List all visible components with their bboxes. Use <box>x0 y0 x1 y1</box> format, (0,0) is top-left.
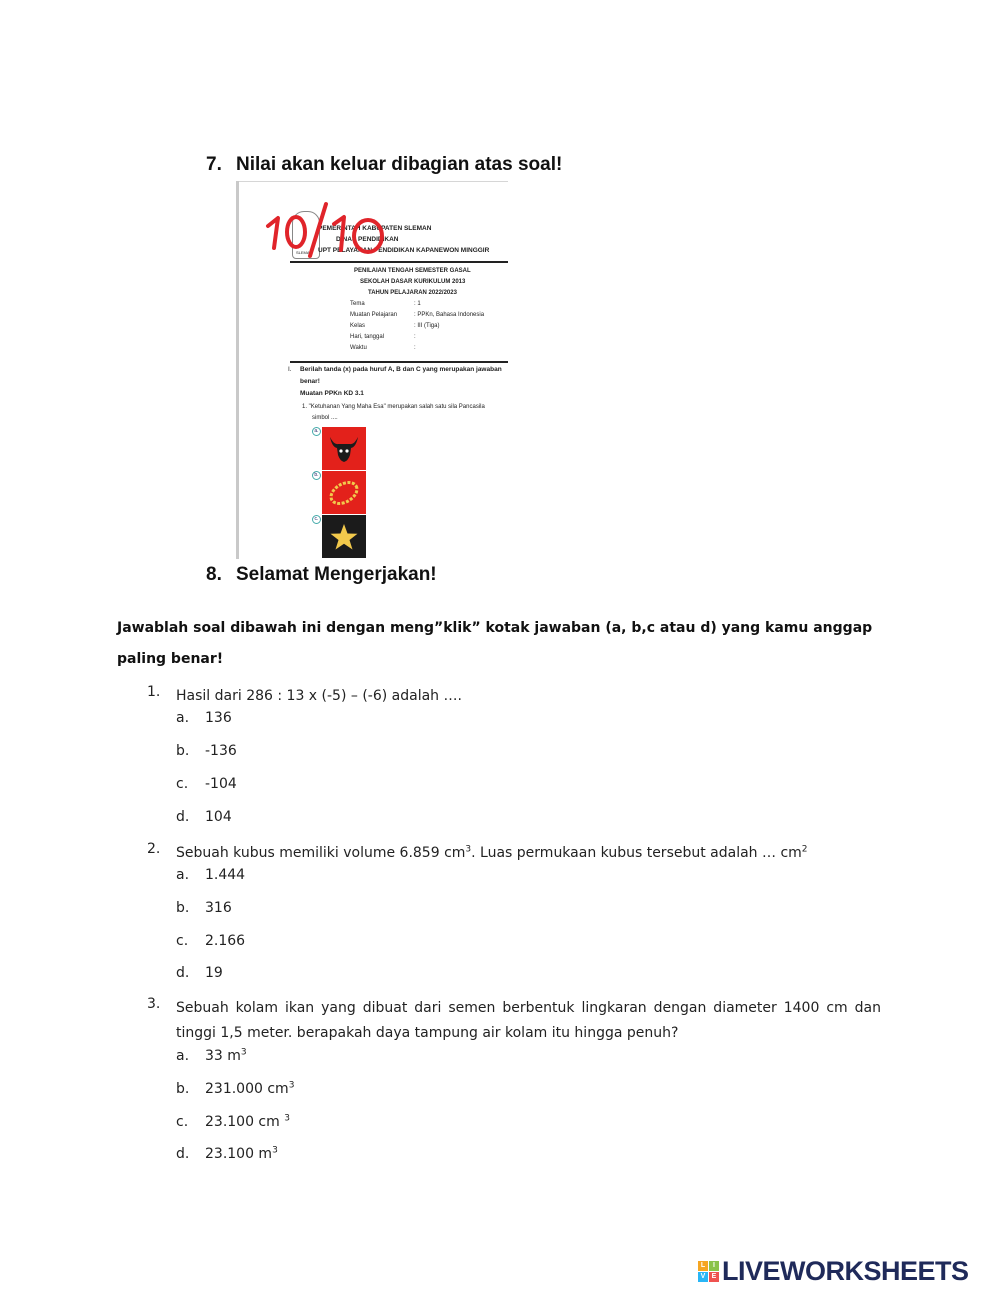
instruction-text: Selamat Mengerjakan! <box>236 564 437 585</box>
answer-option[interactable]: c. -104 <box>176 776 237 792</box>
answer-option[interactable]: b. -136 <box>176 743 237 759</box>
question-number: 2. <box>147 841 161 857</box>
star-icon <box>322 515 366 558</box>
answer-option[interactable]: d. 23.100 $m^3$ <box>176 1145 278 1162</box>
example-exam-image: SLEMAN PEMERINTAH KABUPATEN SLEMAN DINAS PENDIDIKAN UPT PELAYANAN PENDIDIKAN KAPANEWON MINGGIR PENILAIAN TENGAH SEMESTER GASAL SEKOLAH DASAR KURIKULUM 2013 TAHUN PELAJARAN 2022/2023 Tema : 1 Muatan Pelajaran : PPKn, Bahasa Indonesia Kelas : III (Tiga) Hari, tanggal : Waktu : I. Berilah tanda (x) pada huruf A, B dan C yang merupakan jawaban benar! Muatan PPKn KD 3.1 1. "Ketuhanan Yang Maha Esa" merupakan salah satu sila Pancasila simbol .... a. b. c. <box>236 181 508 559</box>
answer-option[interactable]: d. 19 <box>176 965 223 981</box>
instruction-number: 8. <box>206 564 222 585</box>
instruction-text: Nilai akan keluar dibagian atas soal! <box>236 154 563 175</box>
question-number: 1. <box>147 684 161 700</box>
exam-title-line: TAHUN PELAJARAN 2022/2023 <box>368 290 457 296</box>
option-label-c: c. <box>312 515 321 524</box>
option-label-a: a. <box>312 427 321 436</box>
instruction-number: 7. <box>206 154 222 175</box>
answer-option[interactable]: b. 231.000 $cm^3$ <box>176 1080 295 1097</box>
bull-head-icon <box>322 427 366 470</box>
chain-icon <box>322 471 366 514</box>
question-number: 3. <box>147 996 161 1012</box>
question-text: Hasil dari 286 : 13 x (-5) – (-6) adalah …. <box>176 688 462 704</box>
exam-title-line: PENILAIAN TENGAH SEMESTER GASAL <box>354 268 471 274</box>
question-text: Sebuah kolam ikan yang dibuat dari semen berbentuk lingkaran dengan diameter 1400 cm dan tinggi 1,5 meter. berapakah daya tampung air kolam itu hingga penuh? <box>176 1000 881 1041</box>
option-label-b: b. <box>312 471 321 480</box>
answer-option[interactable]: a. 1.444 <box>176 867 246 883</box>
exam-header-line: DINAS PENDIDIKAN <box>336 236 399 243</box>
instruction-item-7 <box>206 154 562 176</box>
logo-blocks-icon: L I V E <box>698 1261 719 1282</box>
regency-logo-icon: SLEMAN <box>292 211 320 259</box>
answer-option[interactable]: c. 23.100 cm $^3$ <box>176 1113 290 1130</box>
brand-text: LIVEWORKSHEETS <box>722 1255 969 1286</box>
exam-header-line: UPT PELAYANAN PENDIDIKAN KAPANEWON MINGGIR <box>318 247 490 254</box>
answer-option[interactable]: a. 33 $m^3$ <box>176 1047 247 1064</box>
main-instruction: Jawablah soal dibawah ini dengan meng”klik” kotak jawaban (a, b,c atau d) yang kamu anggap paling benar! <box>117 620 873 667</box>
answer-option[interactable]: d. 104 <box>176 809 232 825</box>
instruction-item-8 <box>206 564 437 586</box>
liveworksheets-logo <box>698 1256 969 1286</box>
exam-header-line: PEMERINTAH KABUPATEN SLEMAN <box>318 225 432 232</box>
answer-option[interactable]: a. 136 <box>176 710 232 726</box>
score-handwriting <box>264 200 414 260</box>
answer-option[interactable]: c. 2.166 <box>176 933 246 949</box>
question-text: Sebuah kubus memiliki volume 6.859 $cm^3$. Luas permukaan kubus tersebut adalah … $cm^2$ <box>176 844 808 861</box>
answer-option[interactable]: b. 316 <box>176 900 232 916</box>
exam-title-line: SEKOLAH DASAR KURIKULUM 2013 <box>360 279 466 285</box>
